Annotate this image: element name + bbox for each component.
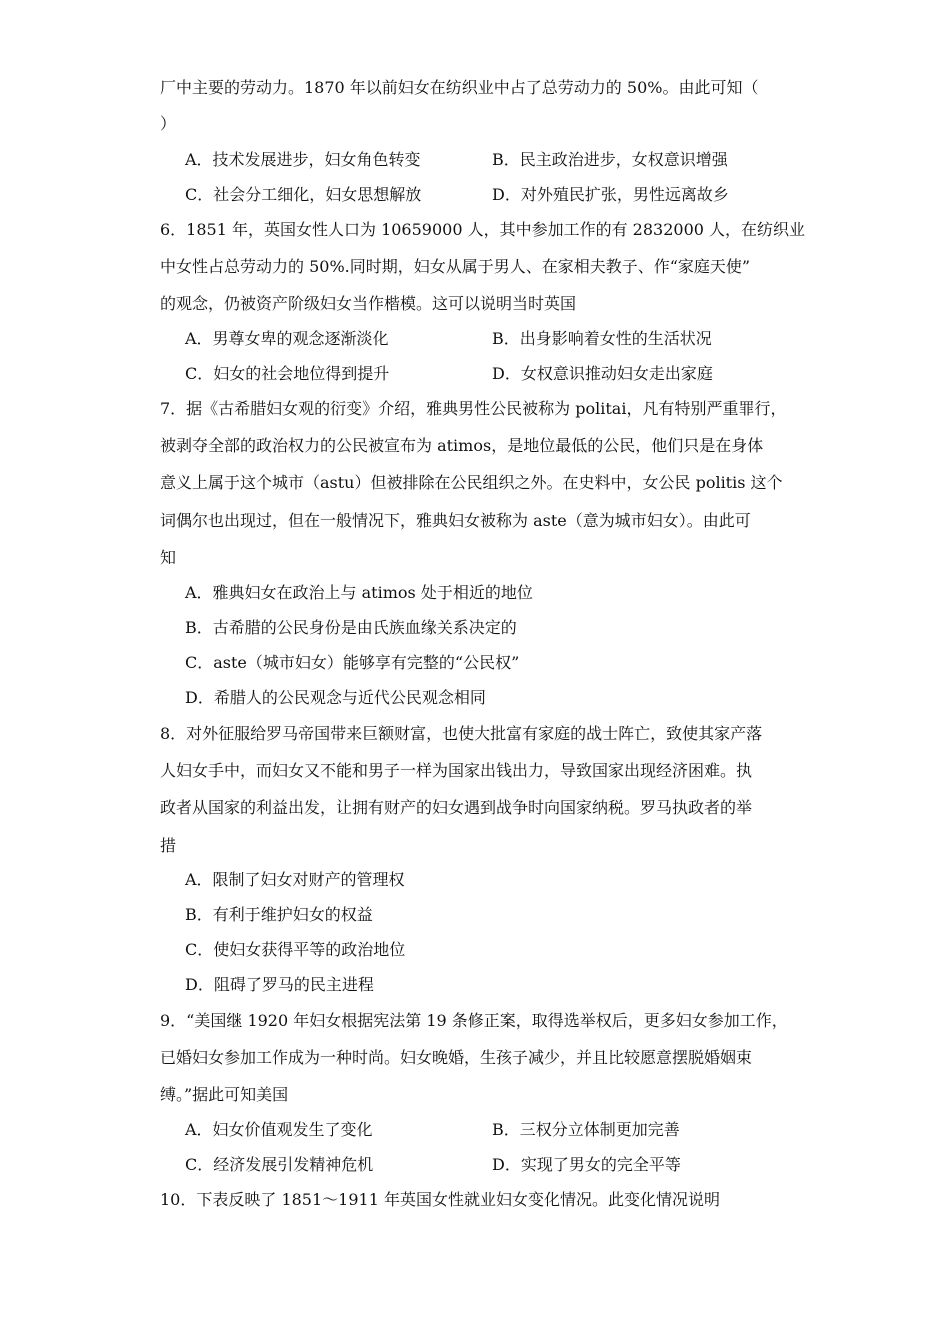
question-6-text: 6．1851 年，英国女性人口为 10659000 人，其中参加工作的有 2832000 人，在纺织业: [160, 220, 806, 239]
option-b: B．民主政治进步，女权意识增强: [492, 150, 728, 169]
option-c: C．使妇女获得平等的政治地位: [185, 940, 406, 959]
question-6-text: 的观念，仍被资产阶级妇女当作楷模。这可以说明当时英国: [160, 294, 577, 313]
question-7-text: 词偶尔也出现过，但在一般情况下，雅典妇女被称为 aste（意为城市妇女）。由此可: [160, 511, 751, 530]
question-7-text: 意义上属于这个城市（astu）但被排除在公民组织之外。在史料中，女公民 politis 这个: [160, 473, 783, 492]
option-b: B．古希腊的公民身份是由氏族血缘关系决定的: [185, 618, 517, 637]
option-a: A．男尊女卑的观念逐渐淡化: [185, 329, 389, 348]
question-7-text: 被剥夺全部的政治权力的公民被宣布为 atimos，是地位最低的公民，他们只是在身体: [160, 436, 764, 455]
question-9-text: 已婚妇女参加工作成为一种时尚。妇女晚婚，生孩子减少，并且比较愿意摆脱婚姻束: [160, 1048, 753, 1067]
question-8-text: 政者从国家的利益出发，让拥有财产的妇女遇到战争时向国家纳税。罗马执政者的举: [160, 798, 753, 817]
option-c: C．aste（城市妇女）能够享有完整的“公民权”: [185, 653, 520, 672]
option-a: A．妇女价值观发生了变化: [185, 1120, 373, 1139]
option-a: A．技术发展进步，妇女角色转变: [185, 150, 421, 169]
question-7-text: 7．据《古希腊妇女观的衍变》介绍，雅典男性公民被称为 politai，凡有特别严重罪行，: [160, 399, 787, 418]
option-d: D．阻碍了罗马的民主进程: [185, 975, 374, 994]
question-8-text: 措: [160, 836, 177, 855]
question-9-text: 缚。”据此可知美国: [160, 1085, 289, 1104]
option-c: C．妇女的社会地位得到提升: [185, 364, 390, 383]
question-7-text: 知: [160, 548, 177, 567]
question-10-text: 10．下表反映了 1851～1911 年英国女性就业妇女变化情况。此变化情况说明: [160, 1190, 720, 1209]
option-b: B．出身影响着女性的生活状况: [492, 329, 712, 348]
option-b: B．三权分立体制更加完善: [492, 1120, 680, 1139]
option-c: C．经济发展引发精神危机: [185, 1155, 374, 1174]
option-c: C．社会分工细化，妇女思想解放: [185, 185, 422, 204]
question-6-text: 中女性占总劳动力的 50%.同时期，妇女从属于男人、在家相夫教子、作“家庭天使”: [160, 257, 751, 276]
option-d: D．对外殖民扩张，男性远离故乡: [492, 185, 729, 204]
question-8-text: 人妇女手中，而妇女又不能和男子一样为国家出钱出力，导致国家出现经济困难。执: [160, 761, 753, 780]
option-d: D．实现了男女的完全平等: [492, 1155, 681, 1174]
question-9-text: 9．“美国继 1920 年妇女根据宪法第 19 条修正案，取得选举权后，更多妇女参加工作，: [160, 1011, 788, 1030]
question-8-text: 8．对外征服给罗马帝国带来巨额财富，也使大批富有家庭的战士阵亡，致使其家产落: [160, 724, 763, 743]
option-a: A．限制了妇女对财产的管理权: [185, 870, 405, 889]
option-d: D．女权意识推动妇女走出家庭: [492, 364, 713, 383]
option-a: A．雅典妇女在政治上与 atimos 处于相近的地位: [185, 583, 533, 602]
question-text-line: 厂中主要的劳动力。1870 年以前妇女在纺织业中占了总劳动力的 50%。由此可知（: [160, 78, 759, 97]
question-text-line: ）: [160, 114, 177, 133]
option-b: B．有利于维护妇女的权益: [185, 905, 373, 924]
option-d: D．希腊人的公民观念与近代公民观念相同: [185, 688, 486, 707]
